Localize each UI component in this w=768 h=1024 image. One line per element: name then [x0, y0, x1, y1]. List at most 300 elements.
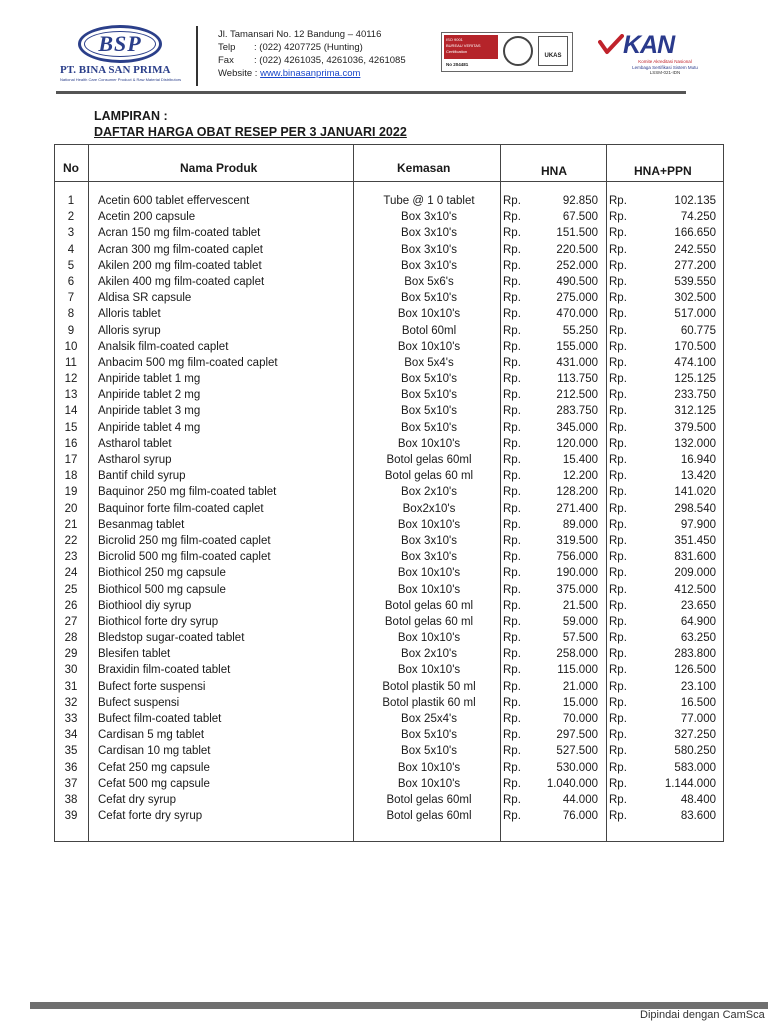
cell-currency-ppn: Rp. — [609, 729, 627, 742]
cell-product-name: Biothicol 500 mg capsule — [98, 583, 226, 596]
cell-no: 4 — [67, 243, 75, 256]
cell-currency-hna: Rp. — [503, 599, 521, 612]
cell-currency-hna: Rp. — [503, 761, 521, 774]
cell-hna: 115.000 — [557, 664, 598, 677]
cell-product-name: Cefat dry syrup — [98, 793, 176, 806]
header-pack: Kemasan — [397, 161, 451, 175]
document-title — [94, 108, 407, 140]
cell-hna-ppn: 64.900 — [680, 615, 716, 628]
cell-currency-hna: Rp. — [503, 454, 521, 466]
cell-currency-hna: Rp. — [503, 696, 521, 709]
table-row — [54, 258, 724, 274]
cell-product-name: Astharol tablet — [98, 437, 172, 450]
cell-hna-ppn: 63.250 — [680, 632, 716, 645]
table-row — [54, 501, 724, 517]
cell-hna-ppn: 166.650 — [674, 227, 716, 240]
cell-hna-ppn: 170.500 — [674, 340, 716, 353]
cell-packaging: Box 3x10's — [401, 551, 457, 564]
cell-hna: 1.040.000 — [546, 777, 598, 790]
cell-hna-ppn: 1.144.000 — [664, 777, 716, 790]
cell-currency-hna: Rp. — [503, 583, 521, 596]
cell-currency-hna: Rp. — [503, 502, 521, 515]
cell-hna: 70.000 — [562, 713, 598, 725]
cell-hna: 275.000 — [556, 292, 598, 305]
table-row — [54, 290, 724, 306]
cell-packaging: Box 5x10's — [401, 292, 457, 305]
table-row — [54, 630, 724, 646]
cell-product-name: Bantif child syrup — [98, 470, 186, 483]
cell-hna-ppn: 209.000 — [674, 567, 716, 580]
cell-hna: 113.750 — [557, 373, 598, 386]
cell-hna-ppn: 539.550 — [674, 275, 716, 288]
cell-packaging: Box 10x10's — [397, 518, 461, 531]
cell-no: 34 — [64, 729, 78, 742]
table-row — [54, 679, 724, 695]
cell-packaging: Box 5x10's — [401, 405, 457, 418]
cell-currency-ppn: Rp. — [609, 551, 627, 564]
cell-currency-ppn: Rp. — [609, 664, 627, 677]
table-row — [54, 549, 724, 565]
cell-no: 25 — [64, 583, 78, 596]
cell-currency-ppn: Rp. — [609, 761, 627, 774]
kan-subtitle — [620, 59, 710, 76]
cell-no: 6 — [67, 275, 75, 288]
cell-currency-hna: Rp. — [503, 648, 521, 661]
cell-packaging: Box 5x6's — [404, 275, 454, 288]
table-row — [54, 517, 724, 533]
cell-product-name: Biothiool diy syrup — [98, 599, 192, 612]
cell-packaging: Botol gelas 60ml — [386, 810, 472, 823]
cell-product-name: Acetin 200 capsule — [98, 211, 196, 224]
kan-sub-line1: Komite Akreditasi Nasional — [638, 59, 692, 64]
cell-no: 7 — [67, 292, 75, 305]
cell-no: 24 — [64, 567, 78, 580]
company-name: PT. BINA SAN PRIMA — [60, 64, 171, 76]
cell-currency-ppn: Rp. — [609, 405, 627, 418]
cell-product-name: Cardisan 5 mg tablet — [98, 729, 205, 742]
cell-product-name: Akilen 200 mg film-coated tablet — [98, 259, 262, 272]
cell-no: 15 — [64, 421, 78, 434]
cell-hna-ppn: 302.500 — [674, 292, 716, 305]
table-row — [54, 662, 724, 678]
cell-currency-hna: Rp. — [503, 308, 521, 321]
address-website — [218, 67, 406, 80]
cell-hna: 76.000 — [562, 810, 598, 823]
cell-currency-ppn: Rp. — [609, 340, 627, 353]
cell-currency-hna: Rp. — [503, 405, 521, 418]
cell-product-name: Bufect suspensi — [98, 696, 180, 709]
cell-hna: 151.500 — [556, 227, 598, 240]
cell-no: 17 — [64, 454, 78, 466]
table-body — [54, 193, 724, 824]
cell-currency-hna: Rp. — [503, 534, 521, 547]
table-row — [54, 209, 724, 225]
footer-bar — [30, 1002, 768, 1009]
cell-packaging: Box 5x10's — [401, 421, 457, 434]
table-row — [54, 403, 724, 419]
cell-currency-ppn: Rp. — [609, 243, 627, 256]
cell-currency-ppn: Rp. — [609, 292, 627, 305]
cell-currency-hna: Rp. — [503, 745, 521, 758]
cell-currency-hna: Rp. — [503, 292, 521, 305]
cell-no: 38 — [64, 793, 78, 806]
header-hna: HNA — [541, 164, 567, 178]
cell-currency-ppn: Rp. — [609, 583, 627, 596]
cell-no: 9 — [67, 324, 75, 337]
cell-packaging: Botol plastik 50 ml — [382, 680, 476, 693]
header-hna-ppn: HNA+PPN — [634, 164, 692, 178]
telp-label: Telp — [218, 42, 236, 53]
cell-hna-ppn: 13.420 — [680, 470, 716, 483]
cell-product-name: Alloris tablet — [98, 308, 161, 321]
cell-no: 37 — [64, 777, 78, 790]
cell-no: 39 — [64, 810, 78, 823]
cell-currency-hna: Rp. — [503, 810, 521, 823]
cell-currency-hna: Rp. — [503, 551, 521, 564]
cell-packaging: Tube @ 1 0 tablet — [383, 195, 475, 207]
cell-hna-ppn: 83.600 — [680, 810, 716, 823]
cell-currency-ppn: Rp. — [609, 745, 627, 758]
cell-hna-ppn: 60.775 — [680, 324, 716, 337]
cell-currency-ppn: Rp. — [609, 810, 627, 823]
header-row-divider — [54, 181, 724, 182]
cell-packaging: Box 2x10's — [401, 648, 457, 661]
cell-hna: 155.000 — [556, 340, 598, 353]
table-row — [54, 614, 724, 630]
cell-hna-ppn: 580.250 — [674, 745, 716, 758]
cert-type: Certification — [446, 49, 468, 54]
cell-packaging: Box 2x10's — [401, 486, 457, 499]
cell-hna-ppn: 517.000 — [674, 308, 716, 321]
cell-no: 19 — [64, 486, 78, 499]
cell-hna: 12.200 — [562, 470, 598, 483]
cell-hna: 15.400 — [562, 454, 598, 466]
cell-hna-ppn: 102.135 — [674, 195, 716, 207]
kan-sub-line3: LSSM-021-IDN — [649, 70, 681, 75]
cell-hna: 128.200 — [556, 486, 598, 499]
cell-currency-hna: Rp. — [503, 713, 521, 725]
iso-certification-badge — [441, 32, 573, 72]
cell-hna: 756.000 — [556, 551, 598, 564]
cell-packaging: Box 5x10's — [401, 389, 457, 402]
cell-currency-ppn: Rp. — [609, 696, 627, 709]
cell-currency-hna: Rp. — [503, 567, 521, 580]
cell-currency-hna: Rp. — [503, 632, 521, 645]
cell-packaging: Botol plastik 60 ml — [382, 696, 476, 709]
cell-hna-ppn: 132.000 — [674, 437, 716, 450]
cell-hna-ppn: 125.125 — [674, 373, 716, 386]
cell-hna-ppn: 312.125 — [674, 405, 716, 418]
fax-label: Fax — [218, 55, 234, 66]
cell-hna: 55.250 — [562, 324, 598, 337]
cell-product-name: Anbacim 500 mg film-coated caplet — [98, 356, 278, 369]
table-row — [54, 323, 724, 339]
cell-product-name: Acran 300 mg film-coated caplet — [98, 243, 263, 256]
table-row — [54, 808, 724, 824]
cell-product-name: Bufect film-coated tablet — [98, 713, 222, 725]
cell-no: 21 — [64, 518, 78, 531]
cell-currency-ppn: Rp. — [609, 680, 627, 693]
cell-hna-ppn: 412.500 — [674, 583, 716, 596]
cell-hna-ppn: 283.800 — [674, 648, 716, 661]
cell-product-name: Astharol syrup — [98, 454, 172, 466]
table-row — [54, 420, 724, 436]
cell-packaging: Box 25x4's — [401, 713, 457, 725]
table-row — [54, 743, 724, 759]
table-row — [54, 792, 724, 808]
cell-currency-hna: Rp. — [503, 259, 521, 272]
company-tagline: National Health Care Consumer Product & Raw Material Distributors — [60, 77, 182, 82]
cell-no: 20 — [64, 502, 78, 515]
cell-no: 30 — [64, 664, 78, 677]
table-row — [54, 306, 724, 322]
scan-watermark: Dipindai dengan CamSca — [640, 1009, 765, 1021]
cell-hna: 89.000 — [562, 518, 598, 531]
cell-packaging: Box 10x10's — [397, 308, 461, 321]
title-line1: LAMPIRAN : — [94, 109, 168, 123]
cell-packaging: Botol gelas 60ml — [386, 454, 472, 466]
cell-currency-hna: Rp. — [503, 437, 521, 450]
cell-packaging: Box 5x10's — [401, 729, 457, 742]
cell-product-name: Baquinor 250 mg film-coated tablet — [98, 486, 277, 499]
table-row — [54, 242, 724, 258]
cell-packaging: Box 10x10's — [397, 437, 461, 450]
cell-hna: 527.500 — [556, 745, 598, 758]
title-line2: DAFTAR HARGA OBAT RESEP PER 3 JANUARI 2022 — [94, 125, 407, 139]
cell-no: 11 — [65, 356, 77, 369]
cell-product-name: Bicrolid 500 mg film-coated caplet — [98, 551, 271, 564]
table-row — [54, 193, 724, 209]
cell-currency-hna: Rp. — [503, 195, 521, 207]
table-row — [54, 436, 724, 452]
cell-hna-ppn: 379.500 — [674, 421, 716, 434]
cell-no: 1 — [67, 195, 75, 207]
cell-hna: 44.000 — [562, 793, 598, 806]
cell-packaging: Box 3x10's — [401, 227, 457, 240]
cell-currency-ppn: Rp. — [609, 793, 627, 806]
table-row — [54, 468, 724, 484]
cell-currency-hna: Rp. — [503, 421, 521, 434]
cell-product-name: Acran 150 mg film-coated tablet — [98, 227, 261, 240]
cell-hna-ppn: 126.500 — [674, 664, 716, 677]
cell-product-name: Akilen 400 mg film-coated caplet — [98, 275, 265, 288]
cell-hna: 297.500 — [556, 729, 598, 742]
cell-no: 16 — [64, 437, 78, 450]
cell-packaging: Box 5x4's — [404, 356, 454, 369]
cell-currency-hna: Rp. — [503, 664, 521, 677]
header-separator — [196, 26, 198, 86]
table-row — [54, 695, 724, 711]
cell-hna: 220.500 — [556, 243, 598, 256]
cell-currency-ppn: Rp. — [609, 599, 627, 612]
cell-packaging: Box2x10's — [402, 502, 456, 515]
website-label: Website : — [218, 68, 258, 79]
cell-hna: 431.000 — [556, 356, 598, 369]
cell-product-name: Analsik film-coated caplet — [98, 340, 229, 353]
cell-hna: 490.500 — [556, 275, 598, 288]
address-fax — [218, 54, 406, 67]
cell-hna: 375.000 — [556, 583, 598, 596]
cell-hna-ppn: 298.540 — [674, 502, 716, 515]
cell-no: 26 — [64, 599, 78, 612]
cell-currency-hna: Rp. — [503, 470, 521, 483]
cell-hna-ppn: 16.940 — [680, 454, 716, 466]
cell-hna: 120.000 — [556, 437, 598, 450]
cell-packaging: Box 5x10's — [401, 745, 457, 758]
cell-hna: 21.000 — [562, 680, 598, 693]
cell-hna-ppn: 327.250 — [674, 729, 716, 742]
cell-no: 33 — [64, 713, 78, 725]
cert-red-panel — [444, 35, 498, 59]
cell-no: 23 — [64, 551, 78, 564]
cell-no: 5 — [67, 259, 75, 272]
cert-seal-icon — [503, 36, 533, 66]
cell-product-name: Anpiride tablet 4 mg — [98, 421, 201, 434]
cell-currency-ppn: Rp. — [609, 777, 627, 790]
cell-hna: 67.500 — [562, 211, 598, 224]
cert-iso: ISO 9001 — [446, 37, 463, 42]
cell-currency-hna: Rp. — [503, 389, 521, 402]
header-no: No — [63, 161, 79, 175]
cell-currency-ppn: Rp. — [609, 421, 627, 434]
cell-currency-hna: Rp. — [503, 680, 521, 693]
table-row — [54, 760, 724, 776]
cell-hna-ppn: 583.000 — [674, 761, 716, 774]
cell-currency-ppn: Rp. — [609, 211, 627, 224]
cell-no: 10 — [64, 340, 78, 353]
cell-currency-ppn: Rp. — [609, 615, 627, 628]
cell-product-name: Aldisa SR capsule — [98, 292, 192, 305]
table-row — [54, 371, 724, 387]
cell-hna: 59.000 — [562, 615, 598, 628]
cell-packaging: Box 3x10's — [401, 243, 457, 256]
cell-packaging: Box 10x10's — [397, 632, 461, 645]
table-row — [54, 776, 724, 792]
table-row — [54, 646, 724, 662]
table-row — [54, 582, 724, 598]
cell-product-name: Bicrolid 250 mg film-coated caplet — [98, 534, 271, 547]
cell-hna-ppn: 831.600 — [674, 551, 716, 564]
cell-packaging: Botol gelas 60ml — [386, 793, 472, 806]
cell-hna-ppn: 23.100 — [680, 680, 716, 693]
cell-product-name: Cefat 500 mg capsule — [98, 777, 210, 790]
header-name: Nama Produk — [180, 161, 258, 175]
cell-hna: 470.000 — [556, 308, 598, 321]
cell-currency-ppn: Rp. — [609, 534, 627, 547]
cell-no: 27 — [64, 615, 78, 628]
kan-check-icon — [598, 34, 624, 56]
cell-hna: 252.000 — [556, 259, 598, 272]
cell-packaging: Botol gelas 60 ml — [384, 470, 474, 483]
cell-currency-ppn: Rp. — [609, 373, 627, 386]
cell-currency-hna: Rp. — [503, 373, 521, 386]
cert-number: No 204481 — [446, 62, 469, 67]
cell-no: 22 — [64, 534, 78, 547]
cell-currency-hna: Rp. — [503, 777, 521, 790]
cell-hna: 345.000 — [556, 421, 598, 434]
cell-currency-hna: Rp. — [503, 486, 521, 499]
cell-no: 2 — [67, 211, 75, 224]
fax-value: : (022) 4261035, 4261036, 4261085 — [254, 55, 406, 66]
cell-packaging: Box 3x10's — [401, 259, 457, 272]
cell-product-name: Bledstop sugar-coated tablet — [98, 632, 245, 645]
website-link[interactable]: www.binasanprima.com — [260, 68, 361, 79]
cell-hna-ppn: 474.100 — [674, 356, 716, 369]
table-row — [54, 355, 724, 371]
cell-hna: 319.500 — [556, 534, 598, 547]
cell-currency-hna: Rp. — [503, 324, 521, 337]
table-row — [54, 484, 724, 500]
table-row — [54, 339, 724, 355]
table-row — [54, 727, 724, 743]
cell-hna-ppn: 74.250 — [680, 211, 716, 224]
cell-product-name: Blesifen tablet — [98, 648, 171, 661]
cell-product-name: Anpiride tablet 2 mg — [98, 389, 201, 402]
cell-hna-ppn: 277.200 — [674, 259, 716, 272]
cell-currency-hna: Rp. — [503, 340, 521, 353]
cell-hna: 283.750 — [556, 405, 598, 418]
cell-no: 18 — [64, 470, 78, 483]
cell-product-name: Baquinor forte film-coated caplet — [98, 502, 264, 515]
cell-product-name: Alloris syrup — [98, 324, 161, 337]
cell-hna: 212.500 — [556, 389, 598, 402]
cell-hna: 92.850 — [562, 195, 598, 207]
table-row — [54, 225, 724, 241]
address-street: Jl. Tamansari No. 12 Bandung – 40116 — [218, 29, 382, 40]
cell-product-name: Cardisan 10 mg tablet — [98, 745, 211, 758]
cell-product-name: Cefat forte dry syrup — [98, 810, 203, 823]
table-row — [54, 565, 724, 581]
cell-currency-hna: Rp. — [503, 615, 521, 628]
cell-currency-hna: Rp. — [503, 518, 521, 531]
cell-no: 32 — [64, 696, 78, 709]
cell-currency-ppn: Rp. — [609, 324, 627, 337]
cell-hna-ppn: 242.550 — [674, 243, 716, 256]
cell-hna-ppn: 23.650 — [680, 599, 716, 612]
cell-packaging: Box 10x10's — [397, 340, 461, 353]
cell-currency-ppn: Rp. — [609, 518, 627, 531]
cell-product-name: Bufect forte suspensi — [98, 680, 206, 693]
cell-product-name: Anpiride tablet 1 mg — [98, 373, 201, 386]
cell-currency-hna: Rp. — [503, 729, 521, 742]
cell-currency-ppn: Rp. — [609, 356, 627, 369]
table-row — [54, 533, 724, 549]
cell-currency-hna: Rp. — [503, 275, 521, 288]
cell-no: 31 — [64, 680, 78, 693]
cell-hna: 258.000 — [556, 648, 598, 661]
cell-currency-ppn: Rp. — [609, 632, 627, 645]
cell-currency-ppn: Rp. — [609, 437, 627, 450]
cell-no: 3 — [67, 227, 75, 240]
cell-currency-ppn: Rp. — [609, 259, 627, 272]
cell-product-name: Braxidin film-coated tablet — [98, 664, 231, 677]
cell-hna-ppn: 97.900 — [680, 518, 716, 531]
cell-currency-ppn: Rp. — [609, 389, 627, 402]
table-row — [54, 274, 724, 290]
cell-no: 36 — [64, 761, 78, 774]
cell-currency-hna: Rp. — [503, 243, 521, 256]
cell-product-name: Besanmag tablet — [98, 518, 185, 531]
cell-hna-ppn: 77.000 — [680, 713, 716, 725]
company-address — [218, 28, 406, 80]
cell-packaging: Box 3x10's — [401, 211, 457, 224]
cell-product-name: Cefat 250 mg capsule — [98, 761, 210, 774]
cell-hna: 530.000 — [556, 761, 598, 774]
cell-hna-ppn: 48.400 — [680, 793, 716, 806]
cell-hna-ppn: 351.450 — [674, 534, 716, 547]
cell-packaging: Botol 60ml — [401, 324, 457, 337]
cert-issuer: BUREAU VERITAS — [446, 43, 481, 48]
